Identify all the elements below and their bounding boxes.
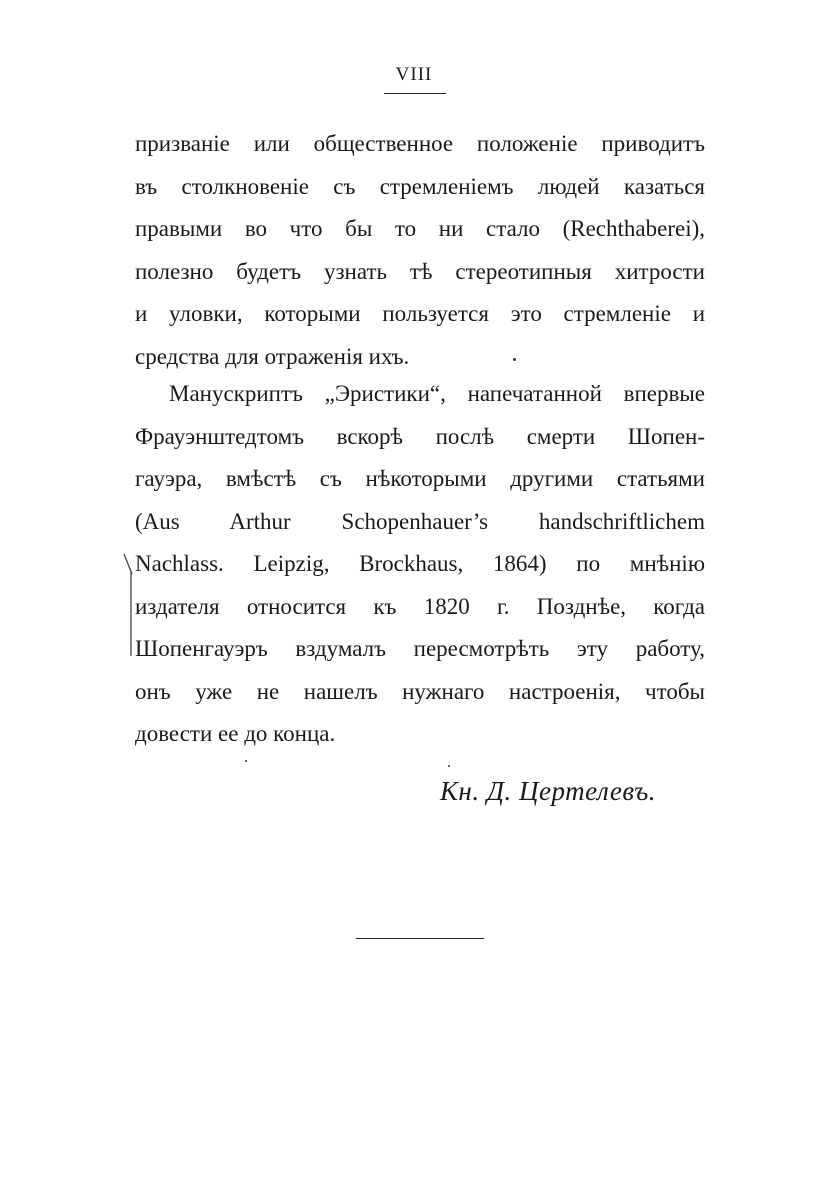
text-line: издателя относится къ 1820 г. Позднѣе, когда bbox=[135, 593, 705, 619]
text-line: (Aus Arthur Schopenhauer’s handschriftlichem bbox=[135, 508, 705, 534]
text-line: средства для отраженія ихъ. bbox=[135, 343, 410, 369]
page-number: VIII bbox=[395, 64, 433, 85]
text-line: Манускриптъ „Эристики“, напечатанной впервые bbox=[169, 381, 705, 406]
text-line: довести ее до конца. bbox=[135, 721, 336, 746]
paragraph-continued bbox=[135, 123, 705, 378]
text-line: полезно будетъ узнать тѣ стереотипныя хитрости bbox=[135, 258, 705, 284]
text-line: призваніе или общественное положеніе приводитъ bbox=[135, 131, 705, 156]
text-line: правыми во что бы то ни стало (Rechthaberei), bbox=[135, 216, 705, 241]
text-line: въ столкновеніе съ стремленіемъ людей казаться bbox=[135, 173, 705, 199]
margin-pencil-mark bbox=[122, 552, 136, 658]
ink-speck bbox=[245, 760, 247, 762]
text-line: Nachlass. Leipzig, Brockhaus, 1864) по мнѣнію bbox=[135, 551, 705, 576]
ink-speck bbox=[448, 765, 450, 767]
page-number-rule bbox=[384, 93, 446, 94]
author-signature: Кн. Д. Цертелевъ. bbox=[440, 776, 656, 806]
text-line: онъ уже не нашелъ нужнаго настроенія, чтобы bbox=[135, 678, 705, 704]
ink-speck bbox=[513, 358, 516, 361]
text-line: Фрауэнштедтомъ вскорѣ послѣ смерти Шопен- bbox=[135, 423, 705, 449]
text-line: Шопенгауэръ вздумалъ пересмотрѣть эту работу, bbox=[135, 636, 705, 661]
text-line: гауэра, вмѣстѣ съ нѣкоторыми другими статьями bbox=[135, 466, 705, 491]
paragraph-manuscript bbox=[135, 373, 705, 756]
text-line: и уловки, которыми пользуется это стремленіе и bbox=[135, 301, 705, 326]
end-rule bbox=[356, 938, 484, 939]
